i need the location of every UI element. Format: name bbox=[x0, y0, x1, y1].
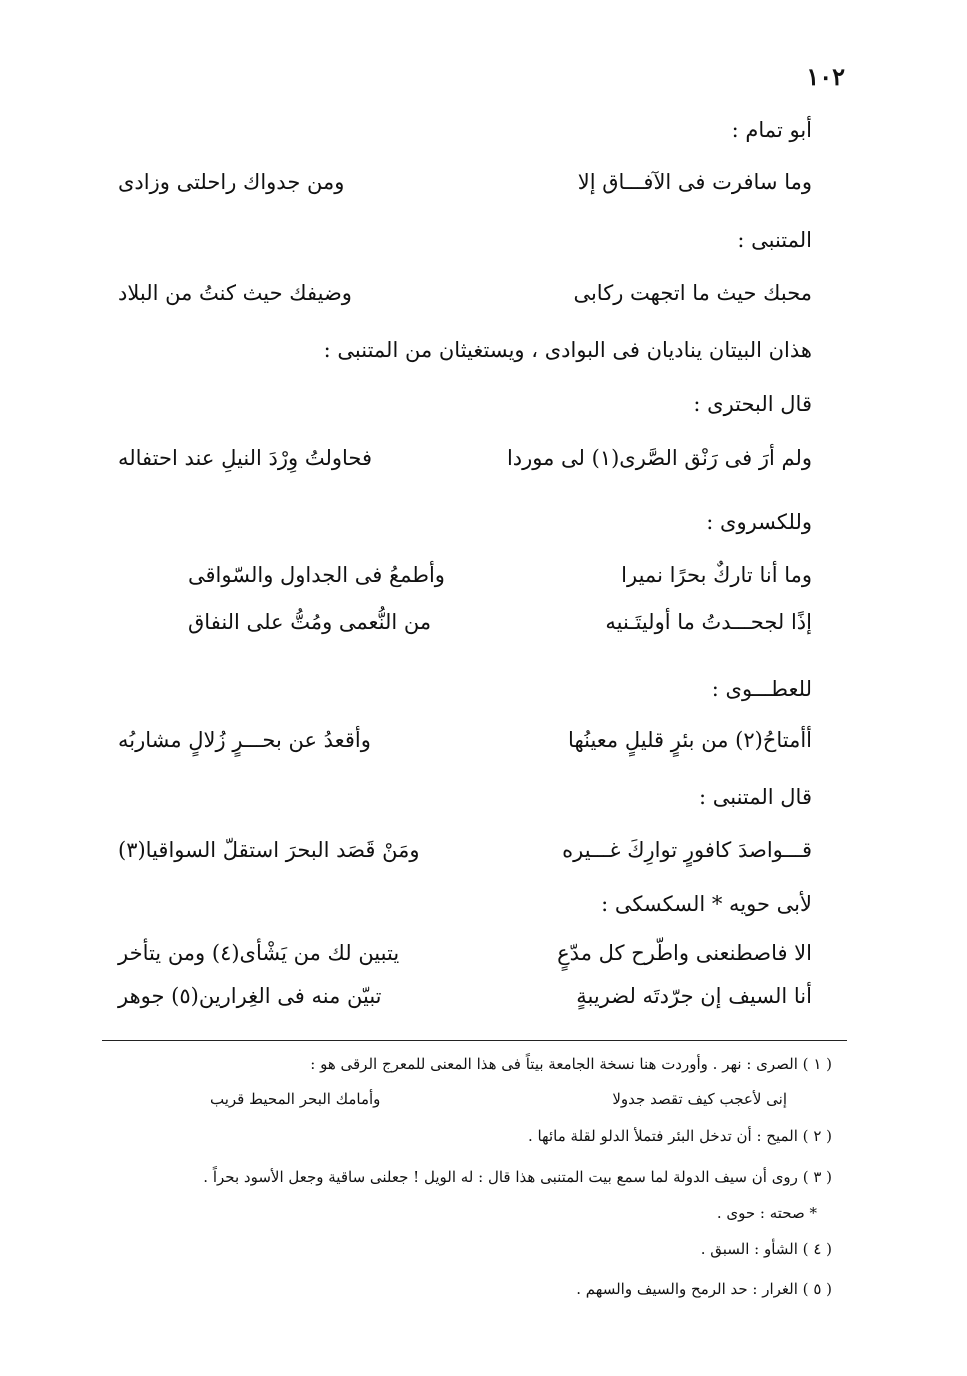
verse-hemistich-first: وما أنا تاركٌ بحرًا نميرا bbox=[621, 563, 812, 587]
verse-hemistich-second: من النُّعمى ومُتُّ على النفاق bbox=[188, 610, 432, 634]
footnote-1: ( ١ ) الصرى : نهر . وأوردت هنا نسخة الجامعة بيتاً فى هذا المعنى للمعرج الرقى هو : bbox=[310, 1055, 832, 1073]
verse-line bbox=[118, 446, 812, 480]
poet-label-kisrawi: وللكسروى : bbox=[706, 510, 812, 534]
verse-line bbox=[118, 838, 812, 872]
poet-label-buhturi: قال البحترى : bbox=[693, 392, 812, 416]
verse-line bbox=[118, 170, 812, 204]
footnote-3: ( ٣ ) روى أن سيف الدولة لما سمع بيت المتنبى هذا قال : له الويل ! جعلنى ساقية وجعل الأسود بحراً . bbox=[203, 1168, 832, 1186]
verse-hemistich-first: أأمتاحُ(٢) من بئرٍ قليلٍ معينُها bbox=[568, 728, 812, 752]
verse-hemistich-first: قـــواصدَ كافورٍ توارِكَ غـــيره bbox=[562, 838, 812, 862]
footnote-4: ( ٤ ) الشأو : السبق . bbox=[700, 1240, 832, 1258]
prose-line: هذان البيتان يناديان فى البوادى ، ويستغيثان من المتنبى : bbox=[323, 338, 812, 362]
verse-hemistich-second: فحاولتُ وِرْدَ النيلِ عند احتفاله bbox=[118, 446, 373, 470]
footnote-2: ( ٢ ) الميح : أن تدخل البئر فتملأ الدلو لقلة مائها . bbox=[527, 1127, 832, 1145]
verse-line bbox=[118, 941, 812, 975]
verse-hemistich-first: إذًا لجحـــدتُ ما أوليتَـنيه bbox=[605, 610, 812, 634]
verse-hemistich-second: وأقعدُ عن بحـــرٍ زُلالٍ مشاربُه bbox=[118, 728, 371, 752]
verse-hemistich-second: وأطمعُ فى الجداول والسّواقى bbox=[188, 563, 445, 587]
verse-line bbox=[118, 610, 812, 644]
footnote-5: ( ٥ ) الغرار : حد الرمح والسيف والسهم . bbox=[576, 1280, 832, 1298]
footnote-divider bbox=[102, 1040, 847, 1041]
verse-hemistich-first: الا فاصطنعنى واطّرح كل مدّعٍ bbox=[557, 941, 812, 965]
verse-line bbox=[118, 984, 812, 1018]
verse-line bbox=[118, 563, 812, 597]
verse-line bbox=[118, 728, 812, 762]
verse-hemistich-second: يتبين لك من يَشْأى(٤) ومن يتأخر bbox=[118, 941, 400, 965]
poet-label-abu-tammam: أبو تمام : bbox=[731, 118, 812, 142]
verse-hemistich-first: محبك حيث ما اتجهت ركابى bbox=[573, 281, 812, 305]
verse-hemistich-second: ومن جدواك راحلتى وزادى bbox=[118, 170, 345, 194]
page-number: ١٠٢ bbox=[806, 62, 845, 91]
footnote-star-note: * صحته : حوى . bbox=[716, 1204, 817, 1222]
footnote-verse bbox=[210, 1090, 787, 1112]
poet-label-mutanabbi-2: قال المتنبى : bbox=[698, 785, 812, 809]
verse-hemistich-second: ومَنْ قَصَد البحرَ استقلّ السواقيا(٣) bbox=[118, 838, 420, 862]
poet-label-saksaki: لأبى حويه * السكسكى : bbox=[601, 892, 812, 916]
verse-hemistich-first: ولم أرَ فى رَنْق الصَّرى(١) لى موردا bbox=[506, 446, 812, 470]
verse-hemistich-second: وضيفك حيث كنتُ من البلاد bbox=[118, 281, 352, 305]
verse-line bbox=[118, 281, 812, 315]
poet-label-mutanabbi: المتنبى : bbox=[737, 228, 812, 252]
footnote-verse-first: إنى لأعجب كيف تقصد جدولا bbox=[612, 1090, 787, 1108]
verse-hemistich-first: أنا السيف إن جرّدتَه لضريبةٍ bbox=[576, 984, 812, 1008]
footnote-verse-second: وأمامك البحر المحيط قريب bbox=[210, 1090, 381, 1108]
verse-hemistich-first: وما سافرت فى الآفـــاق إلا bbox=[577, 170, 812, 194]
poet-label-atawi: للعطـــوى : bbox=[711, 677, 812, 701]
verse-hemistich-second: تبيّن منه فى الغِرارين(٥) جوهر bbox=[118, 984, 382, 1008]
